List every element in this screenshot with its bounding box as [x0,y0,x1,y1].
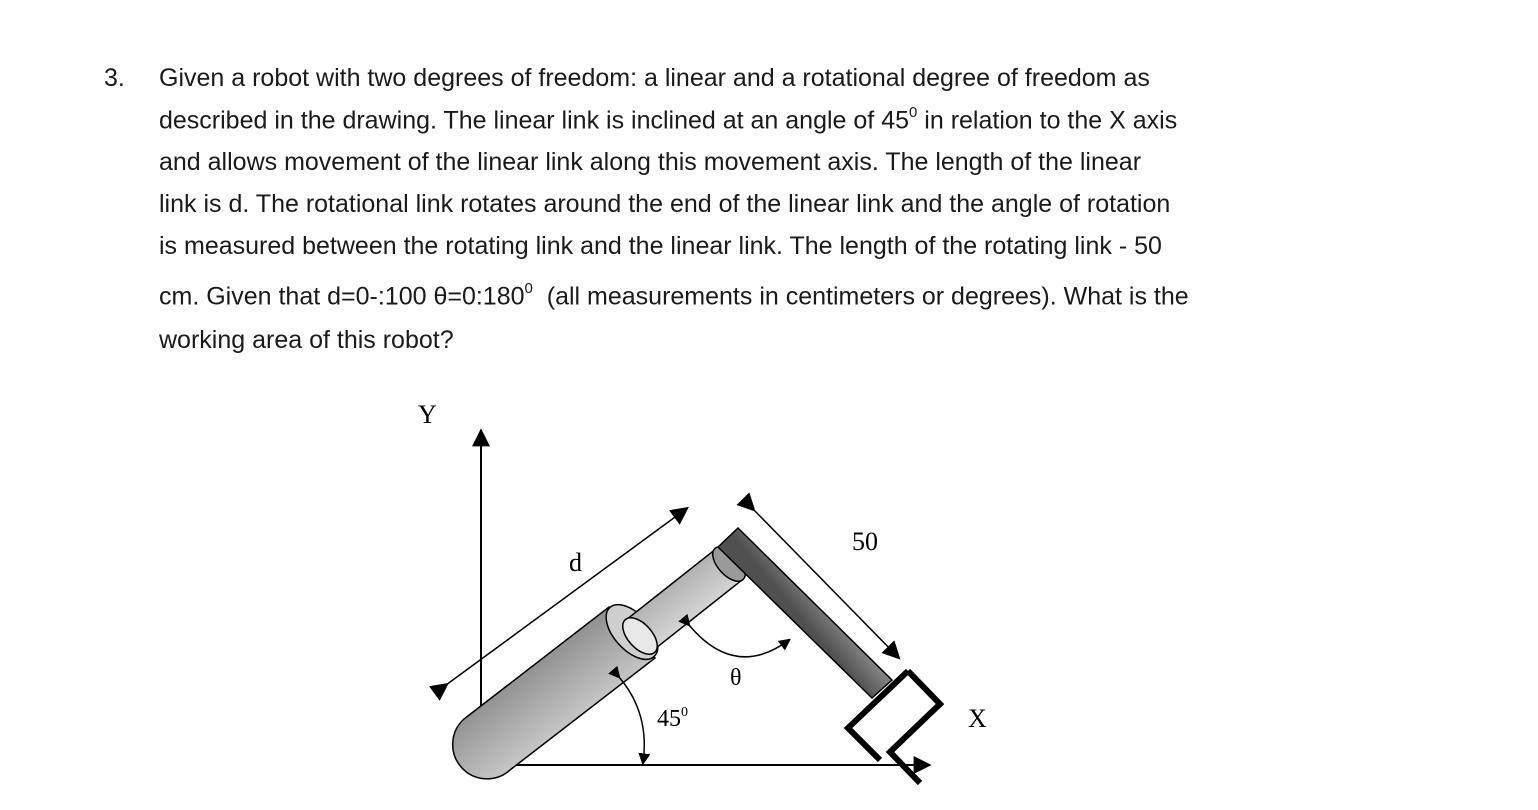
question-line-7: working area of this robot? [159,326,454,354]
y-axis-label: Y [418,400,437,429]
angle-label: $45^0$ [657,705,688,732]
question-line-6: cm. Given that d=0-:100 $\theta=0:180^0$ (all measurements in centimeters or degrees). What is the [159,280,1189,311]
angle-45-arc [619,677,644,763]
question-line-1: Given a robot with two degrees of freedom: a linear and a rotational degree of freedom as [159,64,1150,92]
x-axis-label: X [968,704,987,733]
length-label: 50 [852,527,878,556]
gripper [890,671,940,783]
question-line-2: described in the drawing. The linear link is inclined at an angle of $45^0$ in relation to the X axis [159,104,1178,135]
theta-label: θ [730,665,742,691]
question-line-4: link is d. The rotational link rotates around the end of the linear link and the angle of rotation [159,190,1171,218]
question-line-3: and allows movement of the linear link along this movement axis. The length of the linear [159,148,1142,176]
theta-arc [689,625,789,657]
question-line-5: is measured between the rotating link and the linear link. The length of the rotating link - 50 [159,232,1162,260]
d-label: d [569,548,582,577]
question-number: 3. [104,64,125,92]
